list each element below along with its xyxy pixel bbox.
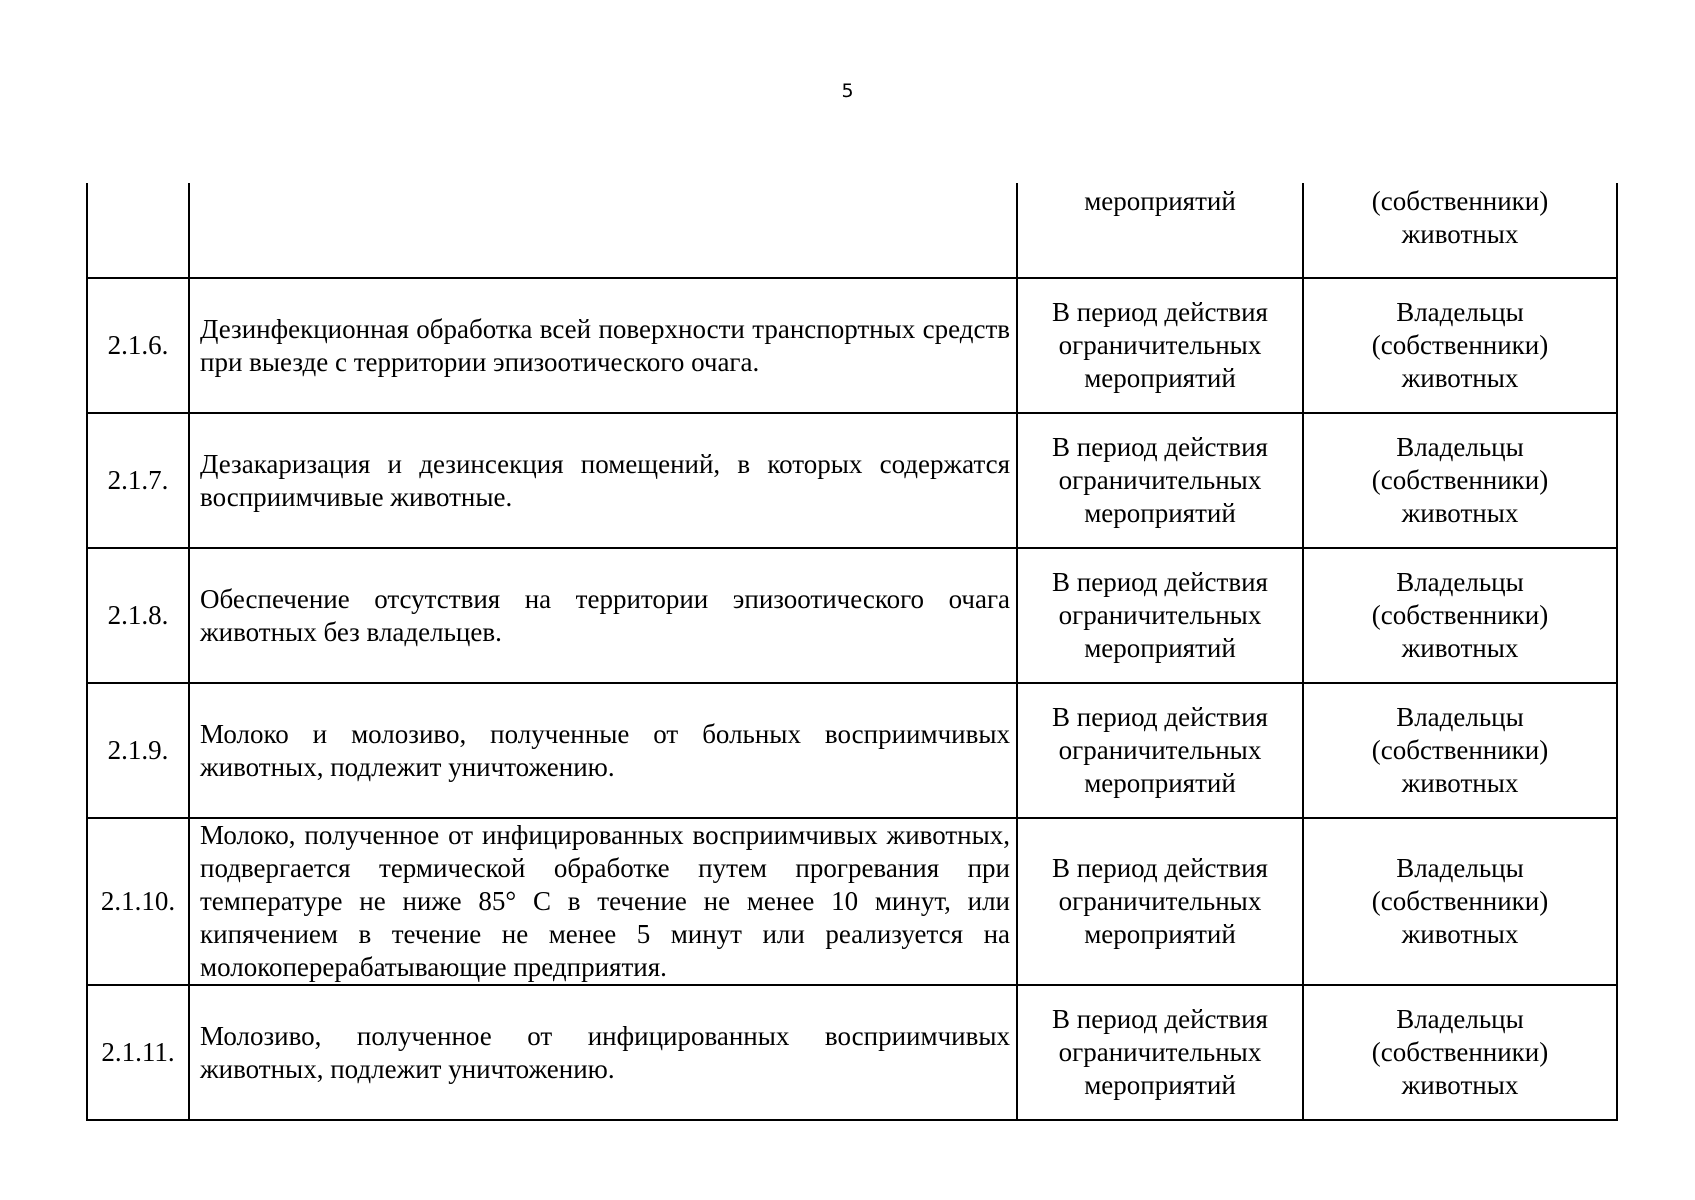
timing-line: В период действия (1052, 1004, 1268, 1034)
table-row (87, 278, 1617, 413)
item-timing (1017, 278, 1303, 413)
item-responsible (1303, 413, 1617, 548)
responsible-line: Владельцы (1396, 853, 1524, 883)
timing-line: мероприятий (1084, 919, 1236, 949)
item-timing (1017, 683, 1303, 818)
responsible-line: животных (1401, 768, 1519, 798)
timing-line: мероприятий (1084, 498, 1236, 528)
item-timing (1017, 985, 1303, 1120)
item-timing (1017, 548, 1303, 683)
responsible-line: животных (1401, 919, 1519, 949)
item-description: Дезакаризация и дезинсекция помещений, в которых содержатся восприимчивые животные. (189, 413, 1017, 548)
timing-line: мероприятий (1084, 633, 1236, 663)
table-row (87, 548, 1617, 683)
item-number: 2.1.7. (87, 413, 189, 548)
item-number: 2.1.10. (87, 818, 189, 985)
timing-line: ограничительных (1058, 465, 1262, 495)
cell-desc-empty (189, 183, 1017, 278)
item-responsible (1303, 278, 1617, 413)
item-responsible (1303, 683, 1617, 818)
item-responsible (1303, 985, 1617, 1120)
measures-table (86, 183, 1618, 1121)
responsible-line: (собственники) (1371, 886, 1549, 916)
item-timing (1017, 413, 1303, 548)
item-number: 2.1.11. (87, 985, 189, 1120)
timing-line: ограничительных (1058, 735, 1262, 765)
table-row (87, 413, 1617, 548)
timing-line: ограничительных (1058, 330, 1262, 360)
responsible-line: (собственники) (1371, 330, 1549, 360)
item-timing (1017, 818, 1303, 985)
timing-line: ограничительных (1058, 1037, 1262, 1067)
table-row (87, 818, 1617, 985)
timing-line: мероприятий (1084, 363, 1236, 393)
responsible-line: (собственники) (1371, 465, 1549, 495)
responsible-line: Владельцы (1396, 1004, 1524, 1034)
responsible-line: Владельцы (1396, 432, 1524, 462)
responsible-line: Владельцы (1396, 297, 1524, 327)
item-responsible (1303, 548, 1617, 683)
timing-line: В период действия (1052, 853, 1268, 883)
item-description: Молозиво, полученное от инфицированных восприимчивых животных, подлежит уничтожению. (189, 985, 1017, 1120)
timing-line: мероприятий (1084, 1070, 1236, 1100)
timing-line: В период действия (1052, 297, 1268, 327)
timing-line: В период действия (1052, 567, 1268, 597)
responsible-line: животных (1401, 1070, 1519, 1100)
responsible-line: (собственники) (1371, 735, 1549, 765)
responsible-line: животных (1401, 363, 1519, 393)
item-number: 2.1.6. (87, 278, 189, 413)
cell-responsible-tail (1303, 183, 1617, 278)
item-description: Обеспечение отсутствия на территории эпизоотического очага животных без владельцев. (189, 548, 1017, 683)
responsible-line: животных (1401, 498, 1519, 528)
item-number: 2.1.9. (87, 683, 189, 818)
responsible-line: животных (1401, 633, 1519, 663)
cell-num-empty (87, 183, 189, 278)
item-description: Дезинфекционная обработка всей поверхности транспортных средств при выезде с территории эпизоотического очага. (189, 278, 1017, 413)
table-row-continued (87, 183, 1617, 278)
cell-timing-tail (1017, 183, 1303, 278)
timing-line: В период действия (1052, 702, 1268, 732)
responsible-line: Владельцы (1396, 567, 1524, 597)
responsible-line: (собственники) (1371, 186, 1549, 216)
responsible-line: (собственники) (1371, 1037, 1549, 1067)
responsible-line: Владельцы (1396, 702, 1524, 732)
responsible-line: (собственники) (1371, 600, 1549, 630)
timing-line: мероприятий (1084, 768, 1236, 798)
timing-line: мероприятий (1084, 186, 1236, 216)
page-number: 5 (841, 80, 854, 102)
item-responsible (1303, 818, 1617, 985)
table-row (87, 683, 1617, 818)
item-number: 2.1.8. (87, 548, 189, 683)
item-description: Молоко и молозиво, полученные от больных восприимчивых животных, подлежит уничтожению. (189, 683, 1017, 818)
table-row (87, 985, 1617, 1120)
responsible-line: животных (1401, 219, 1519, 249)
timing-line: ограничительных (1058, 886, 1262, 916)
timing-line: В период действия (1052, 432, 1268, 462)
item-description: Молоко, полученное от инфицированных восприимчивых животных, подвергается термической обработке путем прогревания при температуре не ниже 85° С в течение не менее 10 минут, или кипячением в течение не менее 5 минут или реализуется на молокоперерабатывающие предприятия. (189, 818, 1017, 985)
timing-line: ограничительных (1058, 600, 1262, 630)
